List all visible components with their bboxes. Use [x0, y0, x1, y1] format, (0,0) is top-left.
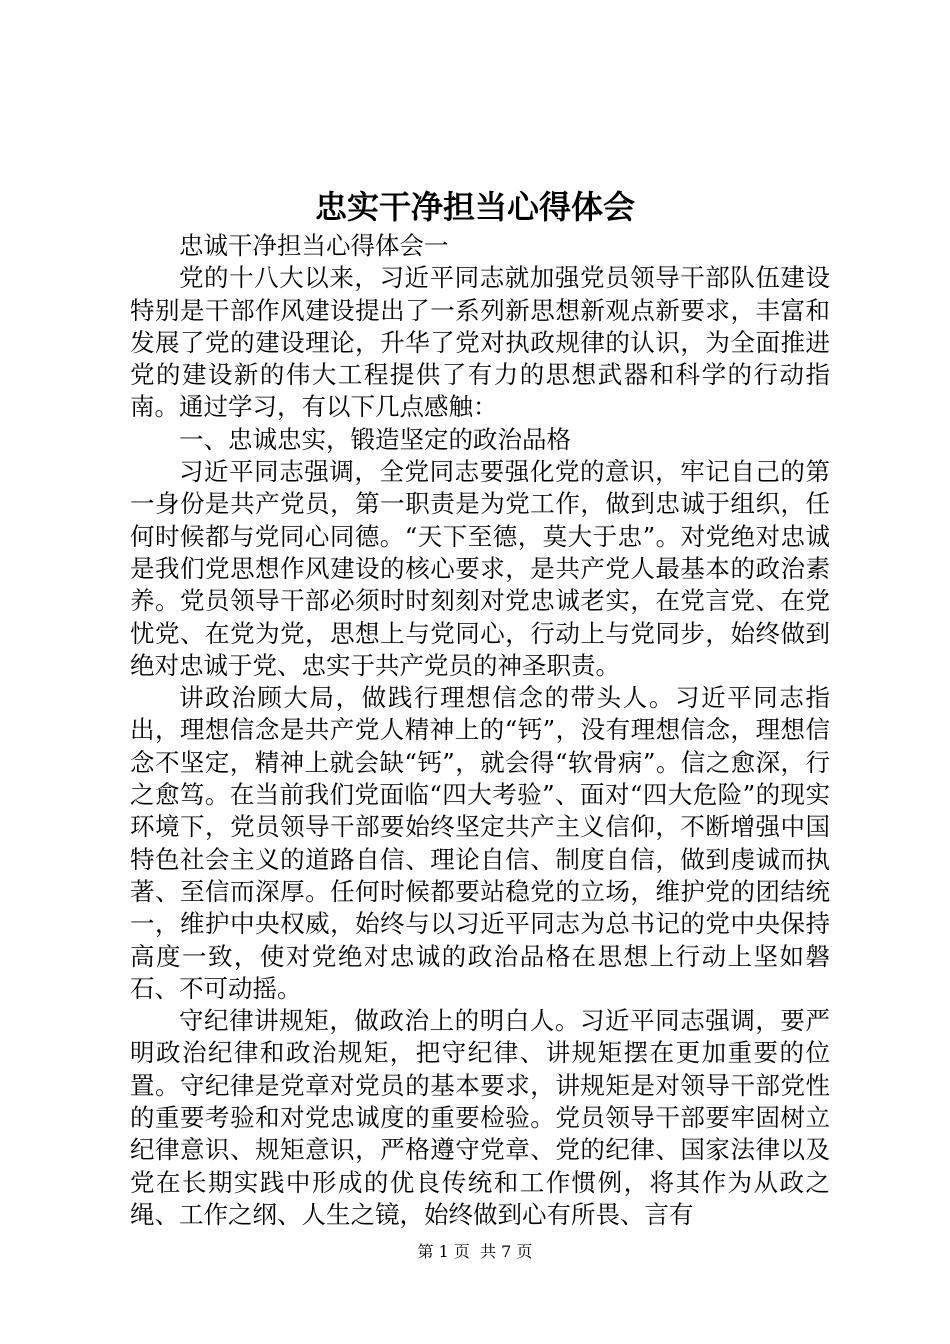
page-footer [0, 1240, 950, 1264]
document-body [130, 230, 830, 1231]
paragraph-intro: 党的十八大以来，习近平同志就加强党员领导干部队伍建设特别是干部作风建设提出了一系列新思想新观点新要求，丰富和发展了党的建设理论，升华了党对执政规律的认识，为全面推进党的建设新的伟大工程提供了有力的思想武器和科学的行动指南。通过学习，有以下几点感触： [130, 263, 830, 422]
page-number: 第 1 页 共 7 页 [417, 1242, 533, 1261]
section-heading-1: 一、忠诚忠实，锻造坚定的政治品格 [179, 424, 571, 454]
document-title: 忠实干净担当心得体会 [314, 188, 635, 226]
paragraph-subtitle: 忠诚干净担当心得体会一 [179, 231, 449, 260]
paragraph-discipline: 守纪律讲规矩，做政治上的明白人。习近平同志强调，要严明政治纪律和政治规矩，把守纪律、讲规矩摆在更加重要的位置。守纪律是党章对党员的基本要求，讲规矩是对领导干部党性的重要考验和对党忠诚度的重要检验。党员领导干部要牢固树立纪律意识、规矩意识，严格遵守党章、党的纪律、国家法律以及党在长期实践中形成的优良传统和工作惯例，将其作为从政之绳、工作之纲、人生之镜，始终做到心有所畏、言有 [130, 1006, 830, 1229]
paragraph-loyalty: 习近平同志强调，全党同志要强化党的意识，牢记自己的第一身份是共产党员，第一职责是为党工作，做到忠诚于组织，任何时候都与党同心同德。“天下至德，莫大于忠”。对党绝对忠诚是我们党思想作风建设的核心要求，是共产党人最基本的政治素养。党员领导干部必须时时刻刻对党忠诚老实，在党言党、在党忧党、在党为党，思想上与党同心，行动上与党同步，始终做到绝对忠诚于党、忠实于共产党员的神圣职责。 [130, 457, 830, 680]
paragraph-politics: 讲政治顾大局，做践行理想信念的带头人。习近平同志指出，理想信念是共产党人精神上的“钙”，没有理想信念，理想信念不坚定，精神上就会缺“钙”，就会得“软骨病”。信之愈深，行之愈笃。在当前我们党面临“四大考验”、面对“四大危险”的现实环境下，党员领导干部要始终坚定共产主义信仰，不断增强中国特色社会主义的道路自信、理论自信、制度自信，做到虔诚而执著、至信而深厚。任何时候都要站稳党的立场，维护党的团结统一，维护中央权威，始终与以习近平同志为总书记的党中央保持高度一致，使对党绝对忠诚的政治品格在思想上行动上坚如磐石、不可动摇。 [130, 683, 830, 1003]
